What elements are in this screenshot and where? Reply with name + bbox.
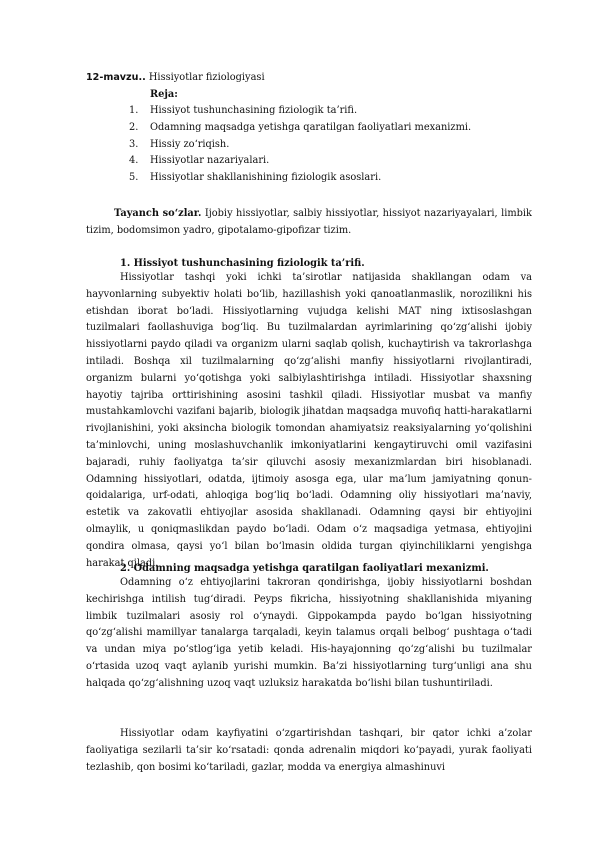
plan-item-number: 4. — [129, 155, 139, 167]
plan-item-text: Hissiyotlar nazariyalari. — [150, 155, 270, 167]
plan-item — [129, 155, 471, 172]
plan-item-text: Odamning maqsadga yetishga qaratilgan faoliyatlari mexanizmi. — [150, 121, 472, 133]
topic-title: Hissiyotlar fiziologiyasi — [148, 72, 265, 83]
topic-title-line — [86, 72, 265, 84]
plan-item — [129, 105, 471, 122]
plan-item-number: 5. — [129, 172, 139, 184]
section-1-paragraph: Hissiyotlar tashqi yoki ichki ta’sirotlar natijasida shakllangan odam va hayvonlarning subyektiv holati bo‘lib, hazillashish yoki qanoatlanmaslik, norozilikni his etishdan iborat bo‘ladi. Hissiyotlarning vujudga kelishi MAT ning ixtisoslashgan tuzilmalari faollashuviga bog‘liq. Bu tuzilmalardan ayrimlarining qo‘zg‘alishi ijobiy hissiyotlarni paydo qiladi va organizm ularni saqlab qolish, kuchaytirish va takrorlashga intiladi. Boshqa xil tuzilmalarning qo‘zg‘alishi manfiy hissiyotlarni rivojlantiradi, organizm bularni yo‘qotishga yoki salbiylashtirishga intiladi. Hissiyotlar shaxsning hayotiy tajriba orttirishining asosini tashkil qiladi. Hissiyotlar musbat va manfiy mustahkamlovchi vazifani bajarib, biologik jihatdan maqsadga muvofiq hatti-harakatlarni rivojlanishini, yoki aksincha biologik tomondan ahamiyatsiz reaksiyalarning yo‘qolishini ta’minlovchi, uning moslashuvchanlik imkoniyatlarini kengaytiruvchi omil vazifasini bajaradi, ruhiy faoliyatga ta’sir qiluvchi asosiy mexanizmlardan biri hisoblanadi. Odamning hissiyotlari, odatda, ijtimoiy asosga ega, ular ma’lum jamiyatning qonun-qoidalariga, urf-odati, ahloqiga bog‘liq bo‘ladi. Odamning oliy hissiyotlari ma’naviy, estetik va zakovatli ehtiyojlar asosida shakllanadi. Odamning qaysi bir ehtiyojini olmaylik, u qoniqmaslikdan paydo bo‘ladi. Odam o‘z maqsadiga yetmasa, ehtiyojini qondira olmasa, qaysi yo‘l bilan bo‘lmasin oldida turgan qiyinchiliklarni yengishga harakat qiladi. — [86, 272, 532, 569]
section-2-paragraph: Odamning o‘z ehtiyojlarini takroran qondirishga, ijobiy hissiyotlarni boshdan kechirishga intilish tug‘diradi. Peyps fikricha, hissiyotning shakllanishida miyaning limbik tuzilmalari asosiy rol o‘ynaydi. Gippokampda paydo bo‘lgan hissiyotning qo‘zg‘alishi mamillyar tanalarga tarqaladi, keyin talamus orqali belbog‘ pushtaga o‘tadi va undan miya po‘stlog‘iga yetib keladi. His-hayajonning qo‘zg‘alishi bu tuzilmalar o‘rtasida uzoq vaqt aylanib yurishi mumkin. Ba’zi hissiyotlarning turg‘unligi ana shu halqada qo‘zg‘alishning uzoq vaqt uzluksiz harakatda bo‘lishi bilan tushuntiriladi. — [86, 577, 532, 689]
plan-item — [129, 139, 471, 156]
section-3-paragraph: Hissiyotlar odam kayfiyatini o‘zgartirishdan tashqari, bir qator ichki a’zolar faoliyatiga sezilarli ta’sir ko‘rsatadi: qonda adrenalin miqdori ko‘payadi, yurak faoliyati tezlashib, qon bosimi ko‘tariladi, gazlar, modda va energiya almashinuvi — [86, 728, 532, 773]
plan-item-number: 1. — [129, 105, 139, 116]
plan-item — [129, 122, 471, 139]
topic-number: 12-mavzu.. — [86, 72, 146, 83]
section-2-heading: 2. Odamning maqsadga yetishga qaratilgan faoliyatlari mexanizmi. — [120, 563, 489, 574]
plan-item-text: Hissiyot tushunchasining fiziologik ta’rifi. — [150, 105, 358, 116]
plan-item-number: 2. — [129, 121, 139, 133]
plan-item — [129, 172, 471, 189]
plan-list — [129, 105, 471, 189]
plan-label: Reja: — [150, 89, 178, 100]
keywords-text: Ijobiy hissiyotlar, salbiy hissiyotlar, hissiyot nazariyayalari, limbik tizim, bodomsimon yadro, gipotalamo-gipofizar tizim. — [86, 208, 532, 236]
plan-item-text: Hissiy zo‘riqish. — [150, 138, 230, 150]
keywords-label: Tayanch so‘zlar. — [114, 208, 202, 219]
plan-item-text: Hissiyotlar shakllanishining fiziologik asoslari. — [150, 172, 382, 184]
section-1-heading: 1. Hissiyot tushunchasining fiziologik ta’rifi. — [120, 258, 365, 269]
keywords-paragraph — [86, 206, 532, 240]
plan-item-number: 3. — [129, 138, 139, 150]
